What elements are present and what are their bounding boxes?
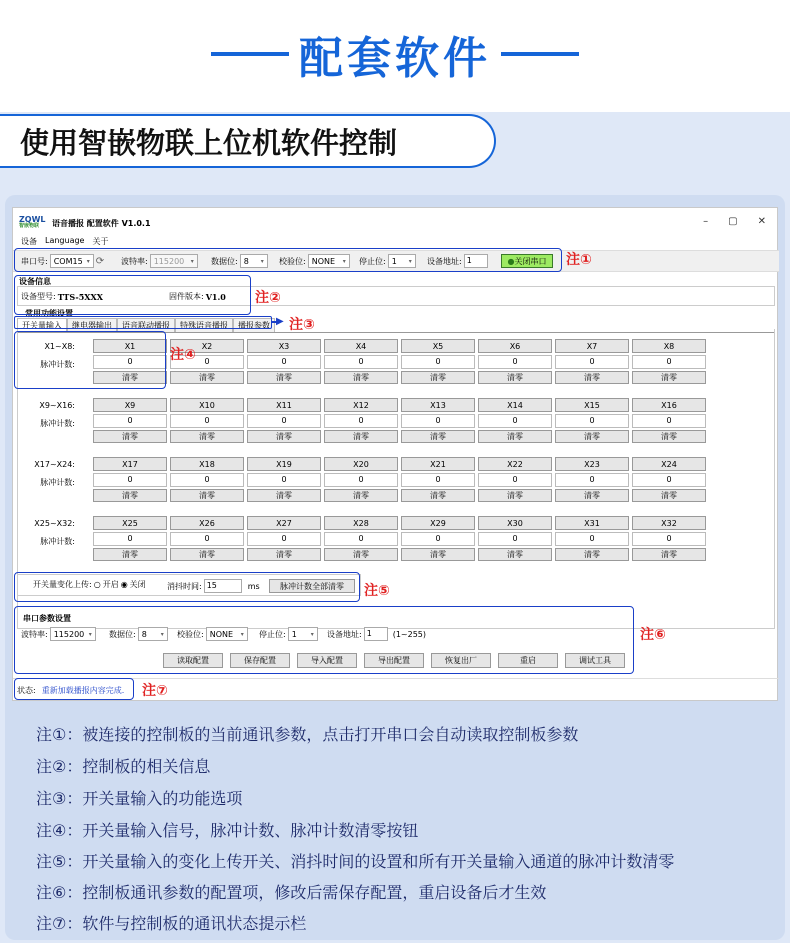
pulse-count-value: 0 <box>170 355 244 369</box>
tab-special-voice[interactable]: 特殊语音播报 <box>175 318 233 332</box>
parity-value: NONE <box>311 256 336 266</box>
channel-x19 <box>247 457 321 502</box>
pulse-count-label: 脉冲计数: <box>40 478 75 487</box>
sp-stopbits-value: 1 <box>291 629 297 639</box>
stopbits-label: 停止位: <box>359 256 386 266</box>
firmware-value: V1.0 <box>205 291 226 302</box>
pulse-count-value: 0 <box>632 473 706 487</box>
channel-x24 <box>632 457 706 502</box>
channel-button[interactable]: X4 <box>324 339 398 353</box>
clear-count-button[interactable]: 清零 <box>478 489 552 502</box>
sp-databits-label: 数据位: <box>109 629 136 639</box>
address-label: 设备地址: <box>427 256 462 266</box>
close-port-label: 关闭串口 <box>514 256 547 266</box>
sp-stopbits-label: 停止位: <box>259 629 286 639</box>
clear-count-button[interactable]: 清零 <box>170 489 244 502</box>
channel-x32 <box>632 516 706 561</box>
clear-count-button[interactable]: 清零 <box>555 371 629 384</box>
app-title: 语音播报 配置软件 V1.0.1 <box>52 219 151 228</box>
callout-box-5 <box>14 572 360 602</box>
save-config-button[interactable]: 保存配置 <box>230 653 290 668</box>
tab-switch-input[interactable]: 开关量输入 <box>17 318 67 332</box>
channel-button[interactable]: X23 <box>555 457 629 471</box>
channel-button[interactable]: X6 <box>478 339 552 353</box>
channel-x8 <box>632 339 706 384</box>
clear-count-button[interactable]: 清零 <box>555 430 629 443</box>
clear-all-button[interactable]: 脉冲计数全部清零 <box>269 579 355 593</box>
pulse-count-value: 0 <box>170 532 244 546</box>
channel-button[interactable]: X8 <box>632 339 706 353</box>
app-logo <box>19 216 46 230</box>
group-label: X17~X24: <box>34 460 75 469</box>
callout-box-1 <box>14 248 562 272</box>
channel-button[interactable]: X27 <box>247 516 321 530</box>
arrow-right-icon: ▶ <box>276 316 284 327</box>
clear-count-button[interactable]: 清零 <box>632 430 706 443</box>
clear-count-button[interactable]: 清零 <box>401 430 475 443</box>
status-label: 状态: <box>17 686 36 695</box>
callout-4: 注④ <box>170 347 196 363</box>
pulse-count-value: 0 <box>170 473 244 487</box>
clear-count-button[interactable]: 清零 <box>401 548 475 561</box>
pulse-count-value: 0 <box>401 355 475 369</box>
channel-button[interactable]: X24 <box>632 457 706 471</box>
radio-off[interactable]: ◉ <box>120 580 128 589</box>
channel-x11 <box>247 398 321 443</box>
clear-count-button[interactable]: 清零 <box>324 489 398 502</box>
clear-count-button[interactable]: 清零 <box>247 548 321 561</box>
chevron-down-icon: ▾ <box>86 257 90 265</box>
status-dot-icon: ● <box>507 256 515 266</box>
title-line-right <box>501 52 579 56</box>
pulse-count-value: 0 <box>478 414 552 428</box>
pulse-count-value: 0 <box>555 355 629 369</box>
clear-count-button[interactable]: 清零 <box>401 489 475 502</box>
pulse-count-value: 0 <box>93 355 167 369</box>
clear-count-button[interactable]: 清零 <box>170 548 244 561</box>
upload-label: 开关量变化上传: <box>33 580 92 589</box>
address-input[interactable]: 1 <box>464 254 488 268</box>
callout-3: 注③ <box>289 317 315 333</box>
channel-button[interactable]: X16 <box>632 398 706 412</box>
channel-button[interactable]: X15 <box>555 398 629 412</box>
callout-1: 注① <box>566 252 592 268</box>
channel-x7 <box>555 339 629 384</box>
pulse-count-value: 0 <box>401 473 475 487</box>
callout-box-7 <box>14 678 134 700</box>
menu-about[interactable]: 关于 <box>92 237 109 246</box>
group-label: X25~X32: <box>34 519 75 528</box>
clear-count-button[interactable]: 清零 <box>555 489 629 502</box>
close-icon[interactable]: ✕ <box>757 216 766 227</box>
channel-x26 <box>170 516 244 561</box>
pulse-count-value: 0 <box>401 532 475 546</box>
channel-button[interactable]: X11 <box>247 398 321 412</box>
pulse-count-value: 0 <box>247 414 321 428</box>
port-label: 串口号: <box>21 256 48 266</box>
radio-off-label: 关闭 <box>129 580 146 589</box>
channel-x31 <box>555 516 629 561</box>
clear-count-button[interactable]: 清零 <box>478 548 552 561</box>
pulse-count-value: 0 <box>632 355 706 369</box>
factory-reset-button[interactable]: 恢复出厂 <box>431 653 491 668</box>
note-6: 注⑥：控制板通讯参数的配置项，修改后需保存配置，重启设备后才生效 <box>36 883 547 902</box>
pulse-count-value: 0 <box>555 414 629 428</box>
channel-x4 <box>324 339 398 384</box>
channel-x20 <box>324 457 398 502</box>
chevron-down-icon: ▾ <box>408 257 412 265</box>
tab-relay-output[interactable]: 继电器输出 <box>67 318 117 332</box>
channel-x3 <box>247 339 321 384</box>
sp-databits-value: 8 <box>141 629 147 639</box>
callout-6: 注⑥ <box>640 627 666 643</box>
databits-value: 8 <box>243 256 249 266</box>
channel-button[interactable]: X1 <box>93 339 167 353</box>
note-4: 注④：开关量输入信号，脉冲计数、脉冲计数清零按钮 <box>36 821 419 840</box>
chevron-down-icon: ▾ <box>310 630 314 638</box>
pulse-count-value: 0 <box>324 355 398 369</box>
parity-label: 校验位: <box>279 256 306 266</box>
channel-button[interactable]: X3 <box>247 339 321 353</box>
channel-button[interactable]: X28 <box>324 516 398 530</box>
callout-box-6 <box>14 606 634 674</box>
channel-button[interactable]: X30 <box>478 516 552 530</box>
debounce-input[interactable]: 15 <box>204 579 242 593</box>
note-5: 注⑤：开关量输入的变化上传开关、消抖时间的设置和所有开关量输入通道的脉冲计数清零 <box>36 852 675 871</box>
pulse-count-value: 0 <box>324 414 398 428</box>
sp-baud-label: 波特率: <box>21 629 48 639</box>
chevron-down-icon: ▾ <box>190 257 194 265</box>
channel-button[interactable]: X29 <box>401 516 475 530</box>
radio-on[interactable]: ○ <box>93 580 101 589</box>
note-7: 注⑦：软件与控制板的通讯状态提示栏 <box>36 914 307 933</box>
channel-button[interactable]: X12 <box>324 398 398 412</box>
clear-count-button[interactable]: 清零 <box>93 548 167 561</box>
chevron-down-icon: ▾ <box>88 630 92 638</box>
channel-button[interactable]: X7 <box>555 339 629 353</box>
callout-box-3 <box>14 316 272 329</box>
channel-button[interactable]: X10 <box>170 398 244 412</box>
callout-box-2 <box>14 275 251 315</box>
channel-button[interactable]: X21 <box>401 457 475 471</box>
channel-x23 <box>555 457 629 502</box>
pulse-count-value: 0 <box>632 532 706 546</box>
channel-x5 <box>401 339 475 384</box>
channel-x21 <box>401 457 475 502</box>
sp-parity-label: 校验位: <box>177 629 204 639</box>
pulse-count-label: 脉冲计数: <box>40 360 75 369</box>
channel-x17 <box>93 457 167 502</box>
serial-params-title: 串口参数设置 <box>23 614 71 623</box>
pulse-count-label: 脉冲计数: <box>40 419 75 428</box>
device-info-title: 设备信息 <box>19 277 51 286</box>
pulse-count-value: 0 <box>93 473 167 487</box>
page-title: 配套软件 <box>299 33 491 84</box>
firmware-label: 固件版本: <box>169 292 204 301</box>
channel-x6 <box>478 339 552 384</box>
pulse-count-value: 0 <box>555 532 629 546</box>
channel-x14 <box>478 398 552 443</box>
sp-address-label: 设备地址: <box>327 629 362 639</box>
channel-button[interactable]: X13 <box>401 398 475 412</box>
pulse-count-value: 0 <box>93 532 167 546</box>
page-title-row <box>0 22 790 86</box>
callout-box-4 <box>14 331 166 389</box>
menu-bar <box>21 236 108 247</box>
clear-count-button[interactable]: 清零 <box>324 548 398 561</box>
pulse-count-value: 0 <box>632 414 706 428</box>
page-subtitle: 使用智嵌物联上位机软件控制 <box>20 125 398 160</box>
channel-button[interactable]: X20 <box>324 457 398 471</box>
channel-x30 <box>478 516 552 561</box>
clear-count-button[interactable]: 清零 <box>324 430 398 443</box>
pulse-count-value: 0 <box>324 532 398 546</box>
baud-value: 115200 <box>153 256 185 266</box>
pulse-count-value: 0 <box>170 414 244 428</box>
debounce-label: 消抖时间: <box>167 581 202 591</box>
group-label: X9~X16: <box>39 401 75 410</box>
pulse-count-value: 0 <box>478 355 552 369</box>
menu-language[interactable]: Language <box>45 236 85 245</box>
sp-address-range: (1~255) <box>392 629 427 639</box>
channel-x13 <box>401 398 475 443</box>
pulse-count-value: 0 <box>555 473 629 487</box>
channel-button[interactable]: X32 <box>632 516 706 530</box>
channel-x25 <box>93 516 167 561</box>
sp-parity-value: NONE <box>209 629 234 639</box>
refresh-icon[interactable]: ⟳ <box>95 255 105 267</box>
clear-count-button[interactable]: 清零 <box>478 430 552 443</box>
debug-tool-button[interactable]: 调试工具 <box>565 653 625 668</box>
channel-x12 <box>324 398 398 443</box>
subtitle-banner <box>0 114 496 168</box>
channel-x28 <box>324 516 398 561</box>
baud-label: 波特率: <box>121 256 148 266</box>
logo-subtext: 智嵌物联 <box>19 223 40 229</box>
channel-x29 <box>401 516 475 561</box>
maximize-icon[interactable]: ▢ <box>728 216 738 227</box>
clear-count-button[interactable]: 清零 <box>247 371 321 384</box>
note-2: 注②：控制板的相关信息 <box>36 757 211 776</box>
title-bar <box>16 214 776 232</box>
channel-button[interactable]: X25 <box>93 516 167 530</box>
restart-button[interactable]: 重启 <box>498 653 558 668</box>
channel-button[interactable]: X14 <box>478 398 552 412</box>
callout-7: 注⑦ <box>142 683 168 699</box>
tab-voice-linkage[interactable]: 语音联动播报 <box>117 318 175 332</box>
clear-count-button[interactable]: 清零 <box>632 371 706 384</box>
note-1: 注①：被连接的控制板的当前通讯参数，点击打开串口会自动读取控制板参数 <box>36 725 579 744</box>
pulse-count-value: 0 <box>247 532 321 546</box>
clear-count-button[interactable]: 清零 <box>247 489 321 502</box>
pulse-count-value: 0 <box>478 473 552 487</box>
pulse-count-label: 脉冲计数: <box>40 537 75 546</box>
clear-count-button[interactable]: 清零 <box>93 430 167 443</box>
channel-button[interactable]: X26 <box>170 516 244 530</box>
clear-count-button[interactable]: 清零 <box>93 489 167 502</box>
channel-button[interactable]: X2 <box>170 339 244 353</box>
databits-label: 数据位: <box>211 256 238 266</box>
sp-address-input[interactable]: 1 <box>364 627 388 641</box>
logo-text: ZQWL <box>19 215 46 224</box>
model-label: 设备型号: <box>21 292 56 301</box>
clear-count-button[interactable]: 清零 <box>478 371 552 384</box>
pulse-count-value: 0 <box>93 414 167 428</box>
functions-title: 常用功能设置 <box>25 309 73 318</box>
chevron-down-icon: ▾ <box>160 630 164 638</box>
port-value: COM15 <box>53 256 83 266</box>
pulse-count-value: 0 <box>324 473 398 487</box>
channel-button[interactable]: X17 <box>93 457 167 471</box>
pulse-count-value: 0 <box>247 355 321 369</box>
callout-5: 注⑤ <box>364 583 390 599</box>
menu-device[interactable]: 设备 <box>21 237 37 246</box>
channel-button[interactable]: X9 <box>93 398 167 412</box>
clear-count-button[interactable]: 清零 <box>247 430 321 443</box>
channel-button[interactable]: X31 <box>555 516 629 530</box>
channel-button[interactable]: X5 <box>401 339 475 353</box>
clear-count-button[interactable]: 清零 <box>555 548 629 561</box>
channel-x18 <box>170 457 244 502</box>
channel-x27 <box>247 516 321 561</box>
status-text: 重新加载播报内容完成. <box>41 686 125 695</box>
export-config-button[interactable]: 导出配置 <box>364 653 424 668</box>
tab-broadcast-params[interactable]: 播报参数 <box>233 318 275 332</box>
import-config-button[interactable]: 导入配置 <box>297 653 357 668</box>
chevron-down-icon: ▾ <box>240 630 244 638</box>
channel-x10 <box>170 398 244 443</box>
sp-baud-value: 115200 <box>53 629 85 639</box>
title-line-left <box>211 52 289 56</box>
pulse-count-value: 0 <box>478 532 552 546</box>
radio-on-label: 开启 <box>102 580 119 589</box>
channel-x16 <box>632 398 706 443</box>
read-config-button[interactable]: 读取配置 <box>163 653 223 668</box>
pulse-count-value: 0 <box>247 473 321 487</box>
clear-count-button[interactable]: 清零 <box>170 371 244 384</box>
clear-count-button[interactable]: 清零 <box>401 371 475 384</box>
stopbits-value: 1 <box>391 256 397 266</box>
model-value: TTS-5XXX <box>57 291 103 302</box>
channel-button[interactable]: X18 <box>170 457 244 471</box>
clear-count-button[interactable]: 清零 <box>632 489 706 502</box>
chevron-down-icon: ▾ <box>342 257 346 265</box>
clear-count-button[interactable]: 清零 <box>170 430 244 443</box>
group-label: X1~X8: <box>44 342 75 351</box>
channel-x9 <box>93 398 167 443</box>
note-3: 注③：开关量输入的功能选项 <box>36 789 243 808</box>
pulse-count-value: 0 <box>401 414 475 428</box>
callout-2: 注② <box>255 290 281 306</box>
clear-count-button[interactable]: 清零 <box>93 371 167 384</box>
debounce-unit: ms <box>247 581 260 591</box>
channel-button[interactable]: X19 <box>247 457 321 471</box>
channel-x22 <box>478 457 552 502</box>
clear-count-button[interactable]: 清零 <box>324 371 398 384</box>
channel-button[interactable]: X22 <box>478 457 552 471</box>
chevron-down-icon: ▾ <box>260 257 264 265</box>
channel-x15 <box>555 398 629 443</box>
minimize-icon[interactable]: – <box>703 216 709 227</box>
clear-count-button[interactable]: 清零 <box>632 548 706 561</box>
